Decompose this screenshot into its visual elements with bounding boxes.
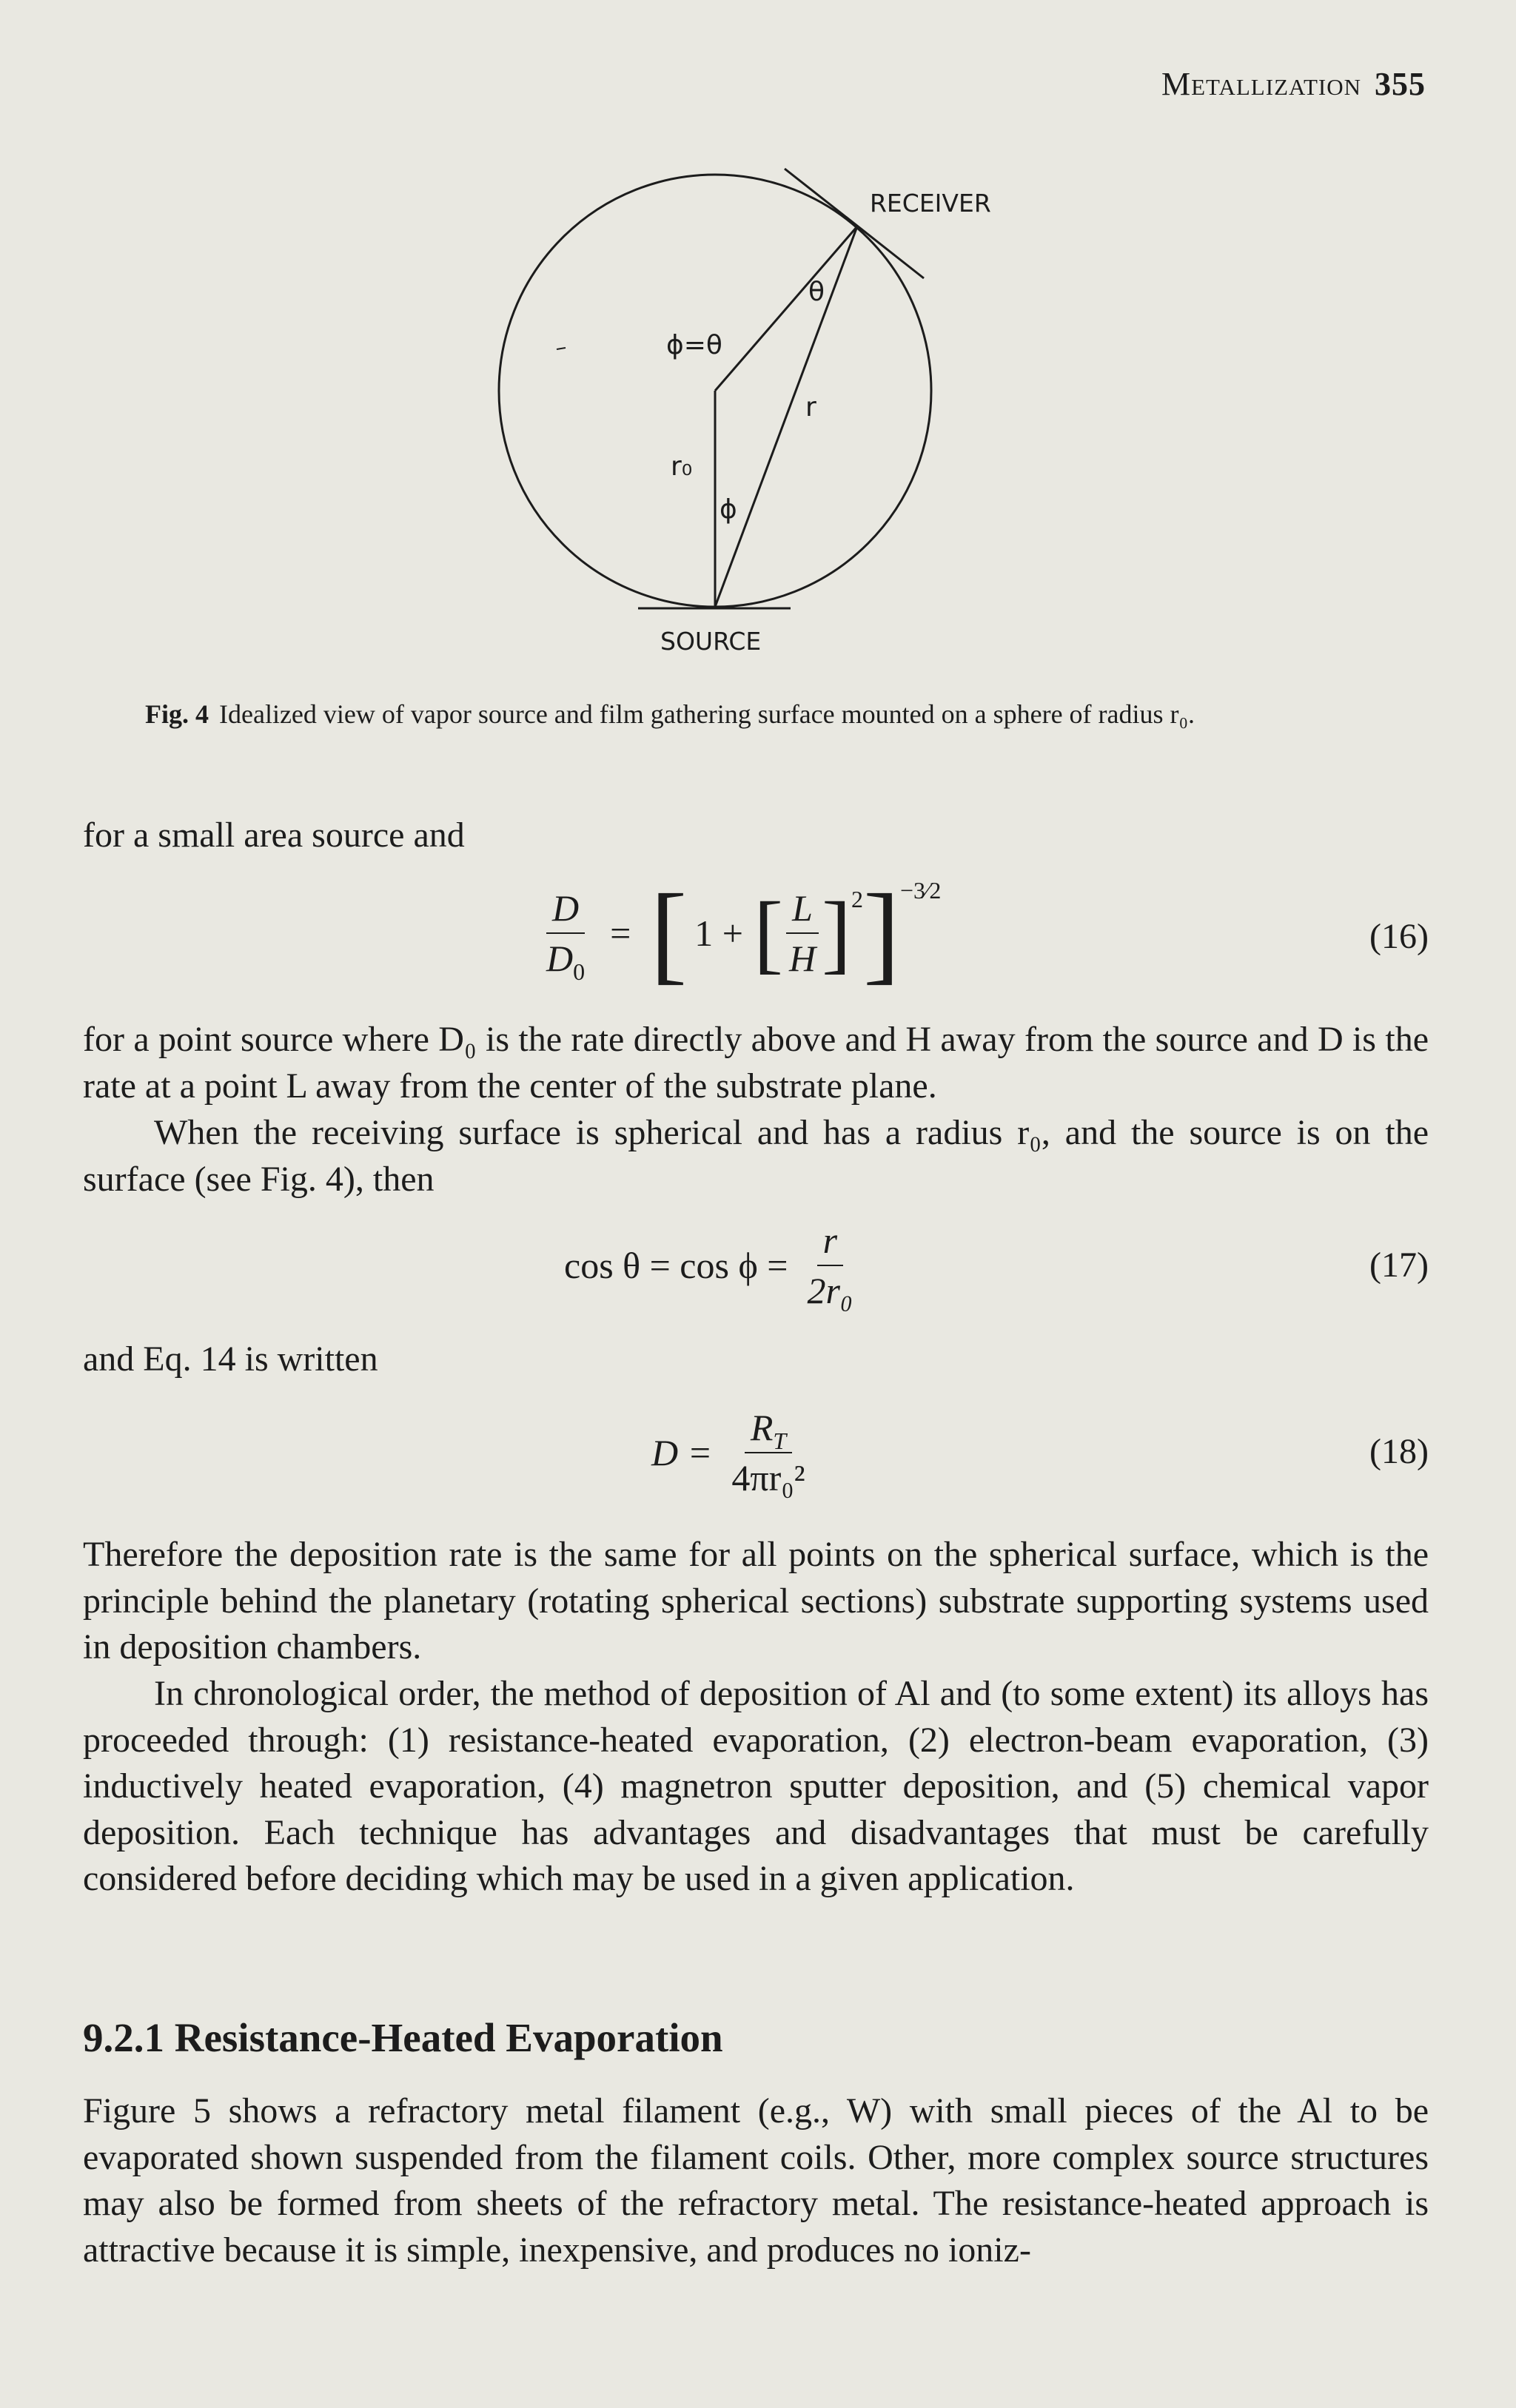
figure-4-diagram [474, 155, 1036, 673]
eq16-lhs-den-sub: 0 [573, 958, 586, 985]
paragraph-small-area: for a small area source and [83, 815, 465, 855]
r0-label: r₀ [671, 451, 693, 482]
phi-equals-theta-label: ϕ=θ [666, 330, 722, 360]
eq16-inner-num: L [786, 887, 819, 934]
eq16-lhs-den: D [546, 938, 574, 979]
eq18-den: 4πr₀² [731, 1457, 805, 1499]
running-title: Metallization [1161, 66, 1361, 102]
eq16-equals: = [610, 912, 631, 954]
receiver-label: RECEIVER [870, 189, 991, 218]
equation-18-number: (18) [1369, 1432, 1429, 1471]
equation-18 [651, 1397, 811, 1508]
eq16-right-bracket: ] [863, 872, 900, 995]
paragraph-chronological: In chronological order, the method of deposition of Al and (to some extent) its alloys has proceeded through: (1) resistance-heated evaporation, (2) electron-beam evaporation, (3) inductively heated evaporation, (4) magnetron sputter deposition, and (5) chemical vapor deposition. Each technique has advantages and disadvantages that must be carefully considered before deciding which may be used in a given application. [83, 1674, 1429, 1898]
section-heading: 9.2.1 Resistance-Heated Evaporation [83, 2015, 723, 2060]
receiver-tangent [785, 169, 924, 278]
theta-label: θ [808, 277, 825, 307]
paragraph-therefore: Therefore the deposition rate is the same for all points on the spherical surface, which is the principle behind the planetary (rotating spherical sections) substrate supporting systems used in deposition chambers. [83, 1535, 1429, 1667]
eq18-fraction [725, 1406, 811, 1499]
eq16-inner-exponent: 2 [851, 885, 864, 912]
eq16-lhs-fraction [540, 887, 591, 985]
eq16-inner-fraction [783, 887, 822, 980]
source-label: SOURCE [660, 627, 762, 656]
paragraph-eq14: and Eq. 14 is written [83, 1339, 378, 1379]
eq16-inner-den: H [788, 938, 816, 979]
eq16-inner-right-bracket: ] [822, 884, 852, 982]
r-label: r [805, 392, 816, 423]
caption-text: Idealized view of vapor source and film gathering surface mounted on a sphere of radius r₀. [219, 699, 1195, 729]
eq17-fraction [801, 1219, 859, 1312]
radius-to-receiver [715, 226, 857, 391]
running-header [1161, 65, 1426, 103]
eq17-num: r [817, 1219, 843, 1266]
eq16-lhs-num: D [546, 887, 585, 934]
eq18-num-sub: T [773, 1427, 787, 1454]
eq18-lhs: D = [651, 1432, 713, 1473]
caption-label: Fig. 4 [145, 699, 209, 729]
phi-label: ϕ [720, 494, 737, 525]
equation-17-number: (17) [1369, 1245, 1429, 1285]
eq16-one-plus: 1 + [694, 912, 743, 954]
figure-caption [145, 699, 1448, 730]
eq16-left-bracket: [ [650, 872, 688, 995]
chord-r [715, 226, 857, 607]
paragraph-figure5: Figure 5 shows a refractory metal filament (e.g., W) with small pieces of the Al to be evaporated shown suspended from the filament coils. Other, more complex source structures may also be formed from sheets of the refractory metal. The resistance-heated approach is attractive because it is simple, inexpensive, and produces no ioniz- [83, 2091, 1429, 2270]
eq18-num: R [750, 1407, 774, 1448]
eq16-outer-exponent: −3⁄2 [899, 876, 942, 904]
page-number: 355 [1375, 66, 1426, 102]
equation-16 [540, 870, 941, 996]
eq17-den: 2r₀ [807, 1270, 853, 1311]
equation-16-number: (16) [1369, 917, 1429, 956]
eq16-inner-left-bracket: [ [753, 884, 783, 982]
paragraph-spherical: When the receiving surface is spherical and has a radius r₀, and the source is on the surface (see Fig. 4), then [83, 1113, 1429, 1199]
eq17-lhs: cos θ = cos ϕ = [564, 1245, 788, 1286]
equation-17 [564, 1214, 859, 1317]
paragraph-point-source: for a point source where D₀ is the rate directly above and H away from the source and D is the rate at a point L away from the center of the substrate plane. [83, 1020, 1429, 1106]
stray-mark [557, 348, 566, 349]
